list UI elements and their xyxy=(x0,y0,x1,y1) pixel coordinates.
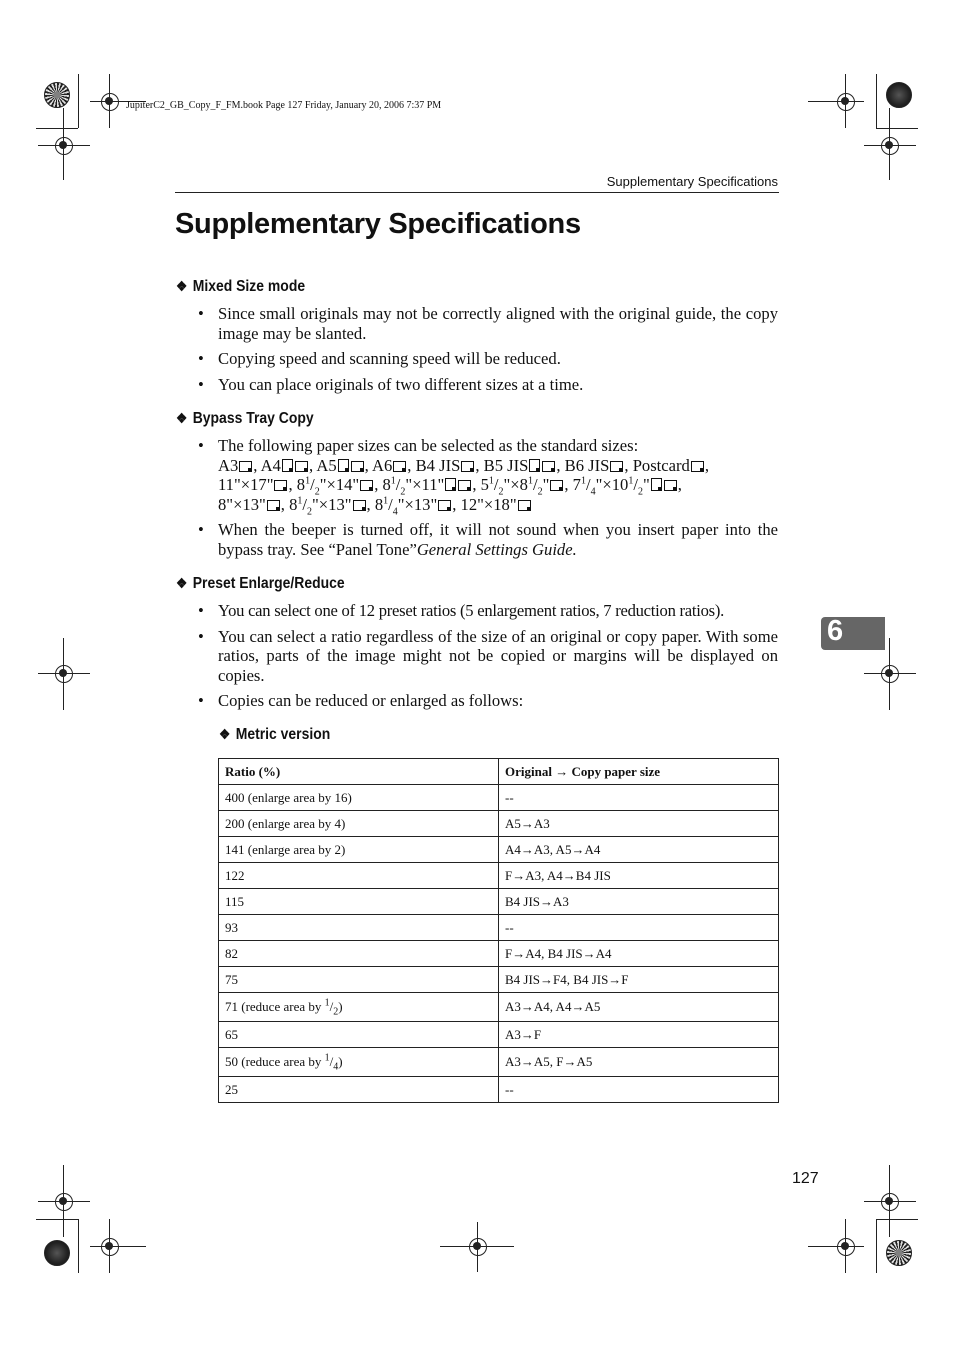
diamond-bullet-icon: ❖ xyxy=(176,278,188,294)
registration-mark-icon xyxy=(101,1238,119,1256)
paper-size-cell: A3→A4, A4→A5 xyxy=(499,993,779,1022)
list-item: • The following paper sizes can be selected as the standard sizes: A3 , A4 , A5 , A6 , B4 JIS , B5 JIS , B6 JIS , Postcard , 11"×17" , $8^1/_2"\times 14$" , $8^1/_2"\times 11$" , $5^1/_2"\times 8^1/_2$" , $7^1/_4"\times 10^1/_2$" , 8"×13" , $8^1/_2"\times 13$" , $8^1/_4"\times 13$" , 12"×18" xyxy=(196,436,778,514)
table-header-row xyxy=(219,759,779,785)
ratio-cell: 400 (enlarge area by 16) xyxy=(219,785,499,811)
list-item: • You can select one of 12 preset ratios (5 enlargement ratios, 7 reduction ratios). xyxy=(196,601,778,621)
paper-sizes-line-3: 8"×13" , $8^1/_2"\times 13$" , $8^1/_4"\times 13$" , 12"×18" xyxy=(218,495,778,515)
registration-mark-icon xyxy=(469,1238,487,1256)
list-item: • You can place originals of two different sizes at a time. xyxy=(196,375,778,395)
ratio-table xyxy=(218,758,779,1103)
paper-size-cell: A3→A5, F→A5 xyxy=(499,1048,779,1077)
paper-size-cell: A4→A3, A5→A4 xyxy=(499,837,779,863)
list-item: • When the beeper is turned off, it will not sound when you insert paper into the bypass tray. See “Panel Tone”General Settings Guide. xyxy=(196,520,778,559)
ratio-cell: 141 (enlarge area by 2) xyxy=(219,837,499,863)
header-rule xyxy=(175,192,779,193)
running-head: Supplementary Specifications xyxy=(606,174,778,189)
paper-sizes-line-2: 11"×17" , $8^1/_2"\times 14$" , $8^1/_2"\times 11$" , $5^1/_2"\times 8^1/_2$" , $7^1/_4"\times 10^1/_2$" , xyxy=(218,475,682,498)
landscape-paper-icon xyxy=(691,461,704,472)
registration-mark-icon xyxy=(101,93,119,111)
column-header: Ratio (%) xyxy=(219,759,499,785)
page-title: Supplementary Specifications xyxy=(175,208,581,240)
landscape-paper-icon xyxy=(360,480,373,491)
table-row xyxy=(219,837,779,863)
landscape-paper-icon xyxy=(274,480,287,491)
portrait-paper-icon xyxy=(529,459,540,472)
registration-mark-icon xyxy=(55,665,73,683)
ratio-cell: 71 (reduce area by $^1/_2$) xyxy=(219,993,499,1022)
table-row xyxy=(219,993,779,1022)
section-heading-preset-enlarge-reduce: ❖ Preset Enlarge/Reduce xyxy=(176,575,345,592)
mixed-size-list xyxy=(196,304,778,400)
section-heading-bypass-tray: ❖ Bypass Tray Copy xyxy=(176,410,314,427)
registration-mark-icon xyxy=(881,1193,899,1211)
registration-mark-icon xyxy=(837,93,855,111)
paper-size-cell: B4 JIS→A3 xyxy=(499,889,779,915)
color-rosette-icon xyxy=(886,1240,912,1266)
landscape-paper-icon xyxy=(542,461,555,472)
landscape-paper-icon xyxy=(393,461,406,472)
diamond-bullet-icon: ❖ xyxy=(176,410,188,426)
paper-size-cell: F→A4, B4 JIS→A4 xyxy=(499,941,779,967)
table-body xyxy=(219,785,779,1103)
list-item: • Since small originals may not be correctly aligned with the original guide, the copy image may be slanted. xyxy=(196,304,778,343)
registration-mark-icon xyxy=(55,137,73,155)
chapter-number: 6 xyxy=(827,615,844,647)
landscape-paper-icon xyxy=(518,500,531,511)
table-row xyxy=(219,811,779,837)
table-row xyxy=(219,785,779,811)
table-row xyxy=(219,1022,779,1048)
list-item: • Copying speed and scanning speed will be reduced. xyxy=(196,349,778,369)
portrait-paper-icon xyxy=(338,459,349,472)
table-row xyxy=(219,967,779,993)
landscape-paper-icon xyxy=(458,480,471,491)
table-row xyxy=(219,863,779,889)
diamond-bullet-icon: ❖ xyxy=(176,575,188,591)
ratio-cell: 82 xyxy=(219,941,499,967)
ratio-cell: 25 xyxy=(219,1077,499,1103)
book-file-info: JupiterC2_GB_Copy_F_FM.book Page 127 Friday, January 20, 2006 7:37 PM xyxy=(126,100,442,111)
paper-size-cell: -- xyxy=(499,915,779,941)
table-row xyxy=(219,915,779,941)
landscape-paper-icon xyxy=(267,500,280,511)
table-row xyxy=(219,1048,779,1077)
page-number: 127 xyxy=(792,1170,819,1187)
list-item: • You can select a ratio regardless of the size of an original or copy paper. With some ratios, parts of the image might not be copied or margins will be displayed on copies. xyxy=(196,627,778,686)
ratio-cell: 115 xyxy=(219,889,499,915)
list-item: • Copies can be reduced or enlarged as follows: xyxy=(196,691,778,711)
section-heading-mixed-size: ❖ Mixed Size mode xyxy=(176,278,306,295)
paper-size-cell: -- xyxy=(499,785,779,811)
paper-size-cell: F→A3, A4→B4 JIS xyxy=(499,863,779,889)
ratio-cell: 50 (reduce area by $^1/_4$) xyxy=(219,1048,499,1077)
preset-list xyxy=(196,601,778,717)
landscape-paper-icon xyxy=(664,480,677,491)
landscape-paper-icon xyxy=(438,500,451,511)
color-rosette-icon xyxy=(44,1240,70,1266)
ratio-cell: 200 (enlarge area by 4) xyxy=(219,811,499,837)
paper-size-cell: A3→F xyxy=(499,1022,779,1048)
registration-mark-icon xyxy=(55,1193,73,1211)
chapter-tab xyxy=(821,617,885,650)
table-row xyxy=(219,1077,779,1103)
landscape-paper-icon xyxy=(239,461,252,472)
section-heading-metric-version: ❖ Metric version xyxy=(219,726,331,743)
landscape-paper-icon xyxy=(610,461,623,472)
portrait-paper-icon xyxy=(282,459,293,472)
registration-mark-icon xyxy=(881,137,899,155)
table-row xyxy=(219,941,779,967)
table-row xyxy=(219,889,779,915)
column-header: Original → Copy paper size xyxy=(499,759,779,785)
portrait-paper-icon xyxy=(445,478,456,491)
paper-size-cell: -- xyxy=(499,1077,779,1103)
landscape-paper-icon xyxy=(550,480,563,491)
ratio-cell: 65 xyxy=(219,1022,499,1048)
paper-size-cell: A5→A3 xyxy=(499,811,779,837)
color-rosette-icon xyxy=(44,82,70,108)
paper-size-cell: B4 JIS→F4, B4 JIS→F xyxy=(499,967,779,993)
ratio-cell: 122 xyxy=(219,863,499,889)
portrait-paper-icon xyxy=(651,478,662,491)
registration-mark-icon xyxy=(837,1238,855,1256)
landscape-paper-icon xyxy=(461,461,474,472)
landscape-paper-icon xyxy=(353,500,366,511)
bypass-list xyxy=(196,436,778,565)
diamond-bullet-icon: ❖ xyxy=(219,726,231,742)
paper-sizes-line-1: A3 , A4 , A5 , A6 , B4 JIS , B5 JIS , B6 JIS , Postcard , xyxy=(218,455,709,475)
color-rosette-icon xyxy=(886,82,912,108)
ratio-cell: 93 xyxy=(219,915,499,941)
landscape-paper-icon xyxy=(295,461,308,472)
landscape-paper-icon xyxy=(351,461,364,472)
registration-mark-icon xyxy=(881,665,899,683)
ratio-cell: 75 xyxy=(219,967,499,993)
